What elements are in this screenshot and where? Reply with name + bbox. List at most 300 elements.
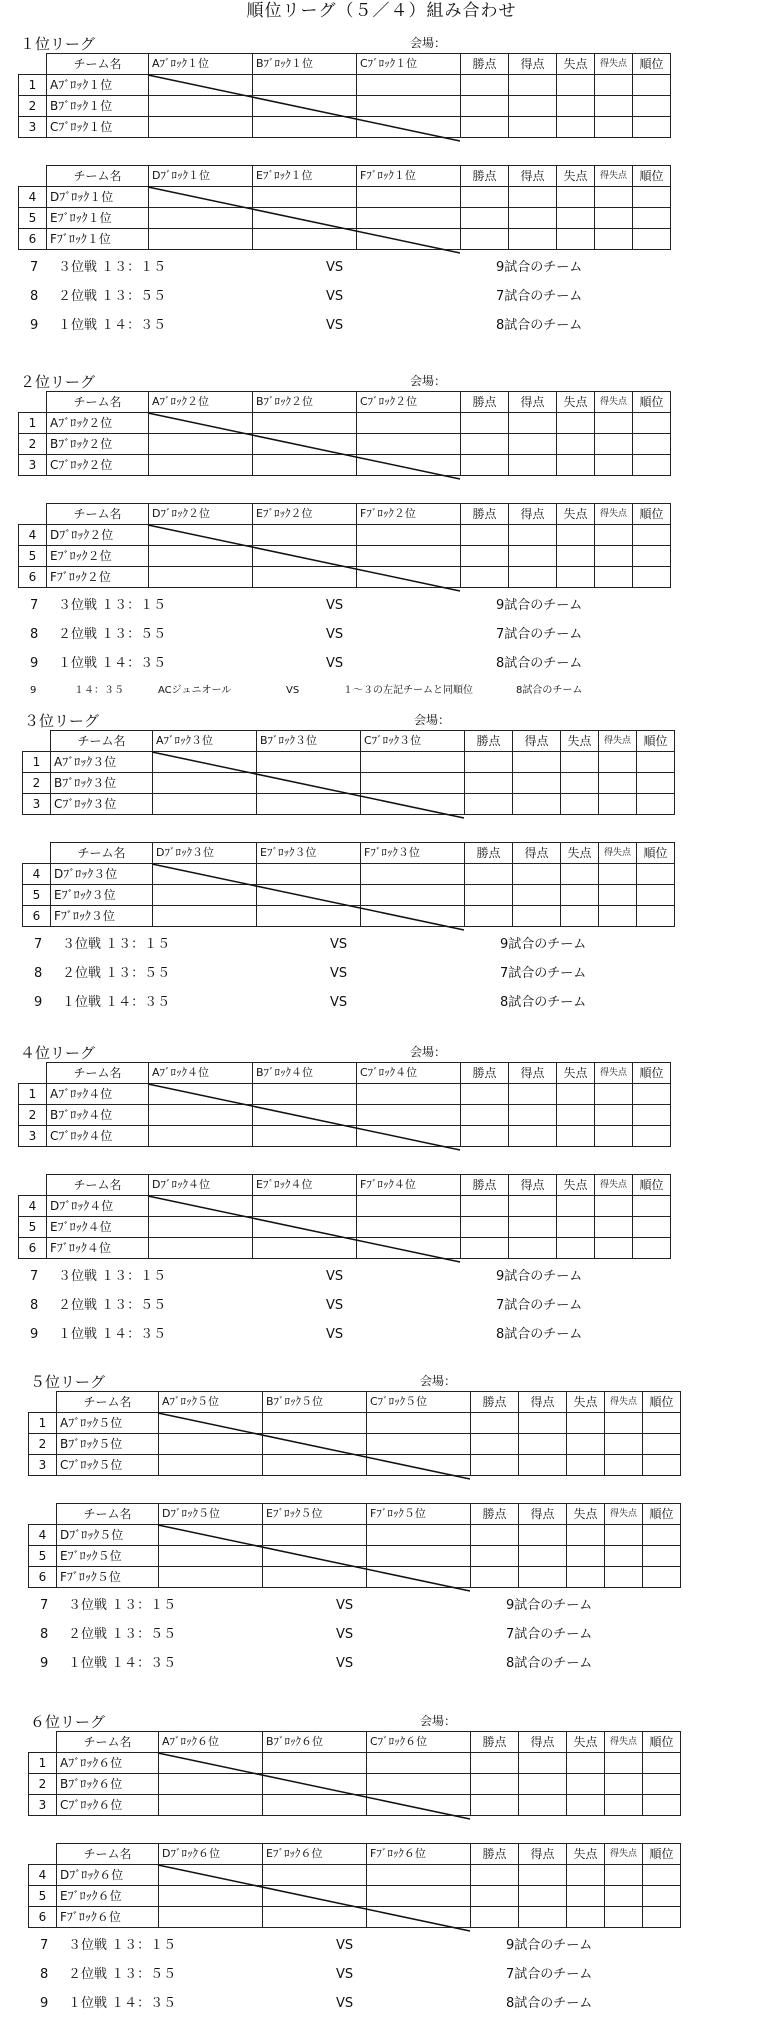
result-cell [461, 567, 509, 588]
team-name-cell: Cﾌﾞﾛｯｸ１位 [47, 117, 149, 138]
team-name-cell: Fﾌﾞﾛｯｸ４位 [47, 1238, 149, 1259]
result-cell [149, 1238, 253, 1259]
header-opponent: Cﾌﾞﾛｯｸ５位 [367, 1392, 471, 1413]
venue-label: 会場： [410, 1045, 447, 1059]
result-cell [357, 1238, 461, 1259]
table-row [29, 1567, 681, 1588]
result-cell [519, 1865, 567, 1886]
result-cell [643, 1865, 681, 1886]
result-cell [595, 1196, 633, 1217]
result-cell [153, 773, 257, 794]
result-cell [149, 229, 253, 250]
standings-table [18, 1062, 671, 1147]
standings-table [18, 503, 671, 588]
result-cell [633, 455, 671, 476]
result-cell [149, 75, 253, 96]
result-cell [253, 187, 357, 208]
result-cell [509, 434, 557, 455]
match-label: ３位戦 １３：１５ [58, 260, 167, 275]
result-cell [519, 1753, 567, 1774]
league-section [0, 35, 763, 365]
header-goals-for: 得点 [509, 166, 557, 187]
match-number: 7 [30, 260, 39, 275]
match-opponent: 7試合のチーム [496, 627, 583, 642]
team-name-cell: Cﾌﾞﾛｯｸ６位 [57, 1795, 159, 1816]
result-cell [567, 1413, 605, 1434]
table-row [19, 117, 671, 138]
team-name-cell: Fﾌﾞﾛｯｸ６位 [57, 1907, 159, 1928]
table-header-row [23, 843, 675, 864]
result-cell [643, 1907, 681, 1928]
table-row [19, 229, 671, 250]
match-label: ３位戦 １３：１５ [68, 1938, 177, 1953]
result-cell [159, 1907, 263, 1928]
header-goals-against: 失点 [557, 504, 595, 525]
team-name-cell: Aﾌﾞﾛｯｸ２位 [47, 413, 149, 434]
match-row [0, 963, 763, 985]
match-opponent: 7試合のチーム [506, 1627, 593, 1642]
result-cell [637, 773, 675, 794]
result-cell [461, 229, 509, 250]
result-cell [357, 525, 461, 546]
vs-label: VS [326, 318, 344, 333]
result-cell [461, 413, 509, 434]
table-row [19, 546, 671, 567]
result-cell [149, 546, 253, 567]
standings-table [22, 842, 675, 927]
table-row [29, 1525, 681, 1546]
match-opponent: 9試合のチーム [500, 937, 587, 952]
header-rank: 順位 [633, 1175, 671, 1196]
league-section [0, 1044, 763, 1374]
result-cell [471, 1546, 519, 1567]
table-header-row [19, 1175, 671, 1196]
result-cell [257, 752, 361, 773]
table-row [19, 187, 671, 208]
result-cell [643, 1413, 681, 1434]
table-row [29, 1774, 681, 1795]
match-number: 9 [40, 1656, 49, 1671]
result-cell [257, 885, 361, 906]
result-cell [253, 1217, 357, 1238]
header-team-name: チーム名 [57, 1732, 159, 1753]
result-cell [561, 794, 599, 815]
table-row [29, 1795, 681, 1816]
row-number: 5 [19, 208, 47, 229]
header-rank: 順位 [633, 504, 671, 525]
league-section [0, 373, 763, 703]
header-opponent: Fﾌﾞﾛｯｸ２位 [357, 504, 461, 525]
result-cell [595, 525, 633, 546]
table-row [23, 773, 675, 794]
result-cell [557, 1126, 595, 1147]
match-row [0, 1993, 763, 2015]
row-number: 2 [19, 1105, 47, 1126]
result-cell [557, 96, 595, 117]
header-team-name: チーム名 [57, 1844, 159, 1865]
team-name-cell: Aﾌﾞﾛｯｸ５位 [57, 1413, 159, 1434]
team-name-cell: Dﾌﾞﾛｯｸ３位 [51, 864, 153, 885]
result-cell [357, 413, 461, 434]
note-number: 9 [30, 685, 37, 696]
header-opponent: Cﾌﾞﾛｯｸ４位 [357, 1063, 461, 1084]
match-opponent: 9試合のチーム [496, 598, 583, 613]
result-cell [357, 1217, 461, 1238]
standings-table [18, 391, 671, 476]
result-cell [461, 96, 509, 117]
standings-table [22, 730, 675, 815]
result-cell [509, 1238, 557, 1259]
header-win-points: 勝点 [471, 1844, 519, 1865]
match-row [0, 286, 763, 308]
row-number: 4 [19, 187, 47, 208]
result-cell [257, 794, 361, 815]
result-cell [149, 208, 253, 229]
header-team-name: チーム名 [57, 1504, 159, 1525]
result-cell [557, 187, 595, 208]
match-number: 8 [30, 627, 39, 642]
result-cell [637, 885, 675, 906]
table-row [23, 885, 675, 906]
result-cell [159, 1567, 263, 1588]
header-goals-for: 得点 [519, 1504, 567, 1525]
row-number: 2 [19, 96, 47, 117]
result-cell [633, 1196, 671, 1217]
header-goals-against: 失点 [561, 731, 599, 752]
header-goals-for: 得点 [509, 504, 557, 525]
match-label: １位戦 １４：３５ [62, 995, 171, 1010]
table-row [19, 1126, 671, 1147]
result-cell [567, 1795, 605, 1816]
result-cell [509, 455, 557, 476]
team-name-cell: Aﾌﾞﾛｯｸ１位 [47, 75, 149, 96]
header-goals-against: 失点 [567, 1844, 605, 1865]
match-opponent: 8試合のチーム [506, 1656, 593, 1671]
match-label: ２位戦 １３：５５ [58, 289, 167, 304]
result-cell [519, 1455, 567, 1476]
result-cell [633, 1238, 671, 1259]
row-number: 5 [19, 546, 47, 567]
table-row [19, 96, 671, 117]
result-cell [513, 906, 561, 927]
header-win-points: 勝点 [471, 1732, 519, 1753]
vs-label: VS [326, 1269, 344, 1284]
result-cell [253, 525, 357, 546]
team-name-cell: Eﾌﾞﾛｯｸ６位 [57, 1886, 159, 1907]
team-name-cell: Dﾌﾞﾛｯｸ４位 [47, 1196, 149, 1217]
result-cell [557, 546, 595, 567]
result-cell [461, 208, 509, 229]
header-goals-for: 得点 [519, 1844, 567, 1865]
team-name-cell: Bﾌﾞﾛｯｸ２位 [47, 434, 149, 455]
header-opponent: Eﾌﾞﾛｯｸ６位 [263, 1844, 367, 1865]
result-cell [153, 752, 257, 773]
result-cell [595, 1105, 633, 1126]
result-cell [367, 1886, 471, 1907]
row-number: 1 [23, 752, 51, 773]
result-cell [509, 75, 557, 96]
result-cell [509, 413, 557, 434]
match-opponent: 7試合のチーム [496, 1298, 583, 1313]
header-rank: 順位 [643, 1844, 681, 1865]
result-cell [253, 75, 357, 96]
header-win-points: 勝点 [471, 1504, 519, 1525]
result-cell [595, 1084, 633, 1105]
league-title: ３位リーグ [24, 712, 100, 730]
header-goal-diff: 得失点 [599, 731, 637, 752]
match-label: ２位戦 １３：５５ [58, 627, 167, 642]
result-cell [519, 1886, 567, 1907]
result-cell [361, 906, 465, 927]
table-row [19, 208, 671, 229]
team-name-cell: Bﾌﾞﾛｯｸ１位 [47, 96, 149, 117]
result-cell [361, 773, 465, 794]
result-cell [599, 885, 637, 906]
header-corner [19, 1175, 47, 1196]
header-goal-diff: 得失点 [595, 1175, 633, 1196]
header-opponent: Dﾌﾞﾛｯｸ４位 [149, 1175, 253, 1196]
team-name-cell: Bﾌﾞﾛｯｸ５位 [57, 1434, 159, 1455]
row-number: 1 [19, 1084, 47, 1105]
result-cell [367, 1865, 471, 1886]
result-cell [461, 187, 509, 208]
result-cell [599, 794, 637, 815]
result-cell [633, 75, 671, 96]
result-cell [159, 1434, 263, 1455]
standings-table [28, 1503, 681, 1588]
header-goal-diff: 得失点 [595, 392, 633, 413]
row-number: 3 [19, 1126, 47, 1147]
result-cell [513, 864, 561, 885]
header-goals-for: 得点 [513, 843, 561, 864]
row-number: 1 [19, 413, 47, 434]
result-cell [561, 885, 599, 906]
row-number: 2 [29, 1434, 57, 1455]
table-row [23, 794, 675, 815]
header-team-name: チーム名 [47, 392, 149, 413]
vs-label: VS [336, 1656, 354, 1671]
note-opponent: 8試合のチーム [516, 685, 583, 696]
result-cell [461, 1084, 509, 1105]
table-row [29, 1413, 681, 1434]
result-cell [637, 752, 675, 773]
match-label: ２位戦 １３：５５ [58, 1298, 167, 1313]
result-cell [461, 1217, 509, 1238]
header-rank: 順位 [633, 54, 671, 75]
result-cell [513, 794, 561, 815]
row-number: 3 [23, 794, 51, 815]
result-cell [253, 208, 357, 229]
result-cell [471, 1753, 519, 1774]
vs-label: VS [336, 1627, 354, 1642]
match-number: 9 [30, 1327, 39, 1342]
header-opponent: Aﾌﾞﾛｯｸ４位 [149, 1063, 253, 1084]
header-rank: 順位 [633, 166, 671, 187]
result-cell [153, 794, 257, 815]
result-cell [595, 117, 633, 138]
table-row [29, 1886, 681, 1907]
table-row [29, 1434, 681, 1455]
table-row [23, 906, 675, 927]
result-cell [509, 187, 557, 208]
match-number: 7 [34, 937, 43, 952]
result-cell [149, 455, 253, 476]
result-cell [361, 794, 465, 815]
result-cell [633, 1126, 671, 1147]
match-number: 9 [40, 1996, 49, 2011]
result-cell [557, 434, 595, 455]
result-cell [465, 773, 513, 794]
result-cell [595, 546, 633, 567]
result-cell [153, 864, 257, 885]
header-rank: 順位 [633, 1063, 671, 1084]
table-row [19, 1084, 671, 1105]
result-cell [257, 864, 361, 885]
result-cell [519, 1413, 567, 1434]
match-row [0, 315, 763, 337]
match-label: ３位戦 １３：１５ [58, 598, 167, 613]
row-number: 4 [23, 864, 51, 885]
result-cell [633, 434, 671, 455]
result-cell [643, 1795, 681, 1816]
result-cell [257, 906, 361, 927]
table-row [19, 1238, 671, 1259]
header-goals-against: 失点 [557, 392, 595, 413]
result-cell [149, 187, 253, 208]
header-opponent: Dﾌﾞﾛｯｸ６位 [159, 1844, 263, 1865]
result-cell [263, 1546, 367, 1567]
result-cell [357, 229, 461, 250]
table-row [23, 752, 675, 773]
row-number: 1 [29, 1753, 57, 1774]
header-corner [19, 54, 47, 75]
header-opponent: Bﾌﾞﾛｯｸ１位 [253, 54, 357, 75]
header-opponent: Bﾌﾞﾛｯｸ６位 [263, 1732, 367, 1753]
result-cell [643, 1434, 681, 1455]
result-cell [633, 208, 671, 229]
table-row [29, 1865, 681, 1886]
header-corner [29, 1392, 57, 1413]
table-row [29, 1455, 681, 1476]
result-cell [509, 525, 557, 546]
row-number: 3 [19, 117, 47, 138]
result-cell [509, 1196, 557, 1217]
result-cell [253, 1105, 357, 1126]
standings-table [28, 1843, 681, 1928]
header-opponent: Eﾌﾞﾛｯｸ５位 [263, 1504, 367, 1525]
header-rank: 順位 [643, 1504, 681, 1525]
result-cell [509, 1126, 557, 1147]
header-goals-against: 失点 [561, 843, 599, 864]
match-number: 7 [40, 1598, 49, 1613]
league-title: ６位リーグ [30, 1713, 106, 1731]
result-cell [519, 1567, 567, 1588]
match-opponent: 8試合のチーム [506, 1996, 593, 2011]
standings-table [28, 1731, 681, 1816]
header-team-name: チーム名 [47, 54, 149, 75]
result-cell [595, 208, 633, 229]
result-cell [149, 567, 253, 588]
match-row [0, 257, 763, 279]
result-cell [509, 229, 557, 250]
result-cell [253, 117, 357, 138]
match-opponent: 8試合のチーム [496, 656, 583, 671]
team-name-cell: Eﾌﾞﾛｯｸ４位 [47, 1217, 149, 1238]
result-cell [595, 1238, 633, 1259]
result-cell [605, 1413, 643, 1434]
header-opponent: Fﾌﾞﾛｯｸ５位 [367, 1504, 471, 1525]
result-cell [561, 906, 599, 927]
result-cell [643, 1886, 681, 1907]
match-row [0, 1624, 763, 1646]
team-name-cell: Cﾌﾞﾛｯｸ２位 [47, 455, 149, 476]
result-cell [557, 413, 595, 434]
result-cell [567, 1546, 605, 1567]
result-cell [513, 752, 561, 773]
result-cell [557, 455, 595, 476]
result-cell [605, 1753, 643, 1774]
table-row [19, 567, 671, 588]
team-name-cell: Aﾌﾞﾛｯｸ３位 [51, 752, 153, 773]
header-corner [19, 504, 47, 525]
header-corner [23, 731, 51, 752]
result-cell [513, 773, 561, 794]
header-goals-against: 失点 [557, 1175, 595, 1196]
header-opponent: Fﾌﾞﾛｯｸ３位 [361, 843, 465, 864]
result-cell [519, 1525, 567, 1546]
header-win-points: 勝点 [471, 1392, 519, 1413]
match-row [0, 1964, 763, 1986]
team-name-cell: Cﾌﾞﾛｯｸ５位 [57, 1455, 159, 1476]
match-number: 8 [30, 289, 39, 304]
row-number: 6 [19, 1238, 47, 1259]
result-cell [509, 96, 557, 117]
note-team: ACジュニオール [158, 685, 232, 696]
league-section [0, 1713, 763, 2043]
header-win-points: 勝点 [461, 392, 509, 413]
result-cell [159, 1795, 263, 1816]
header-opponent: Eﾌﾞﾛｯｸ１位 [253, 166, 357, 187]
result-cell [461, 75, 509, 96]
result-cell [605, 1525, 643, 1546]
league-section [0, 1373, 763, 1703]
result-cell [263, 1753, 367, 1774]
match-number: 8 [40, 1967, 49, 1982]
header-opponent: Aﾌﾞﾛｯｸ２位 [149, 392, 253, 413]
header-goals-against: 失点 [567, 1732, 605, 1753]
result-cell [471, 1886, 519, 1907]
vs-label: VS [326, 598, 344, 613]
result-cell [471, 1774, 519, 1795]
result-cell [361, 885, 465, 906]
header-goal-diff: 得失点 [595, 504, 633, 525]
header-opponent: Dﾌﾞﾛｯｸ３位 [153, 843, 257, 864]
vs-label: VS [326, 627, 344, 642]
result-cell [357, 1105, 461, 1126]
header-win-points: 勝点 [461, 54, 509, 75]
result-cell [471, 1525, 519, 1546]
result-cell [159, 1525, 263, 1546]
table-row [29, 1907, 681, 1928]
venue-label: 会場： [414, 713, 451, 727]
result-cell [149, 1105, 253, 1126]
result-cell [153, 906, 257, 927]
match-label: ３位戦 １３：１５ [58, 1269, 167, 1284]
result-cell [367, 1413, 471, 1434]
result-cell [599, 773, 637, 794]
result-cell [633, 1217, 671, 1238]
result-cell [633, 413, 671, 434]
